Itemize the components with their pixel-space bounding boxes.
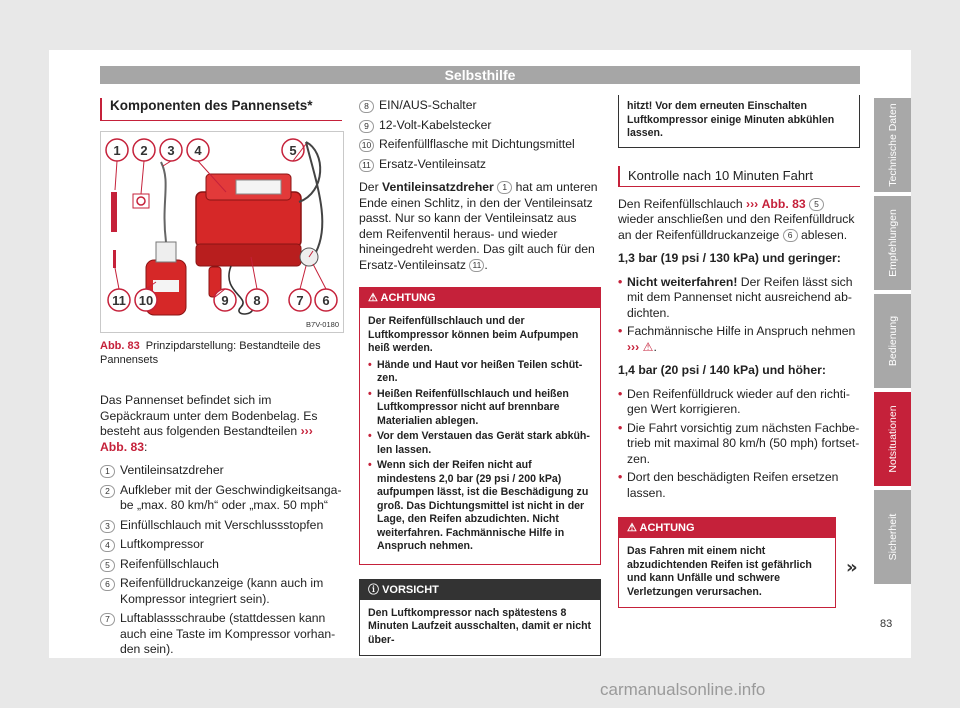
- list-item: [100, 557, 342, 573]
- svg-text:8: 8: [253, 293, 261, 308]
- list-item: [359, 137, 601, 153]
- callout-10: [135, 289, 157, 311]
- check-paragraph: [618, 197, 860, 244]
- svg-text:6: 6: [322, 293, 330, 308]
- item-text: Reifenfüllflasche mit Dichtungsmittel: [379, 137, 575, 151]
- link-arrow: ›››: [746, 196, 759, 211]
- warning-header: [360, 288, 600, 308]
- callout-2: [133, 139, 155, 161]
- warning-bullet: • Heißen Reifenfüllschlauch und heißen Luftkompressor nicht auf brennbare Materialien ablegen.: [368, 388, 592, 429]
- figure-pannenset: [100, 131, 344, 333]
- svg-text:1: 1: [113, 143, 121, 158]
- page-number: 83: [880, 618, 893, 630]
- item-text: Reifenfüllschlauch: [120, 556, 219, 571]
- item-text: EIN/AUS-Schalter: [379, 98, 477, 112]
- svg-text:9: 9: [221, 293, 229, 308]
- svg-text:7: 7: [296, 293, 304, 308]
- warning-icon: ⚠: [627, 522, 640, 534]
- list-item: [100, 537, 342, 553]
- item-number: 9: [359, 120, 374, 133]
- item-text: Ersatz-Ventileinsatz: [379, 156, 487, 171]
- warning-title: ACHTUNG: [380, 292, 436, 304]
- callout-11: [108, 289, 130, 311]
- tab-technische-daten[interactable]: [874, 98, 911, 192]
- figure-code: B7V-0180: [306, 320, 339, 329]
- caption-abb: Abb. 83: [100, 340, 140, 352]
- bullet-text: Fachmännische Hilfe in Anspruch nehmen: [627, 324, 856, 338]
- caution-box-continued: hitzt! Vor dem erneuten Einschalten Luftkompressor einige Minuten abkühlen lassen.: [618, 95, 860, 148]
- bullet-help: [618, 324, 860, 355]
- svg-text:11: 11: [112, 293, 126, 308]
- caution-box: [359, 579, 601, 657]
- item-text: Luftkompressor: [120, 537, 204, 551]
- warning-bullet: • Vor dem Verstauen das Gerät stark abkühlen lassen.: [368, 430, 592, 457]
- list-item: [359, 157, 601, 173]
- para-num: 1: [497, 181, 512, 194]
- p-num-2: 6: [783, 229, 798, 242]
- warning-icon: ⚠: [368, 292, 381, 304]
- pressure-heading-high: 1,4 bar (20 psi / 140 kPa) und höher:: [618, 363, 826, 377]
- item-number: 10: [359, 139, 374, 152]
- warning-icon[interactable]: ⚠: [642, 339, 654, 354]
- para-bold: Ventileinsatzdreher: [382, 180, 494, 194]
- item-number: 2: [100, 485, 115, 498]
- para-end: .: [484, 257, 488, 272]
- component-list-continued: [359, 98, 601, 172]
- link-arrow: ›››: [627, 339, 640, 354]
- section-title-2: Kontrolle nach 10 Minuten Fahrt: [618, 166, 860, 187]
- tab-label: Empfehlungen: [886, 209, 899, 277]
- list-item: • Den Reifenfülldruck wieder auf den richtigen Wert korrigieren.: [618, 387, 860, 418]
- section-title: Komponenten des Pannensets*: [100, 98, 342, 121]
- item-number: 3: [100, 520, 115, 533]
- column-3: [618, 98, 860, 608]
- tab-empfehlungen[interactable]: [874, 196, 911, 290]
- intro-text: Das Pannenset befindet sich im Gepäckraum unter dem Bodenbelag. Es besteht aus folgenden Bestandteilen: [100, 393, 318, 438]
- para-text-2: hat am unteren Ende einen Schlitz, in den der Ventileinsatz passt. Nur so kann der Ventileinsatz aus dem Reifenventil heraus- und wieder hineingedreht werden. Das gilt auch für den Ersatz-Ventileinsatz: [359, 180, 598, 272]
- warning-header: [619, 518, 835, 538]
- tab-label: Sicherheit: [886, 513, 899, 561]
- warning-intro: Der Reifenfüllschlauch und der Luftkompressor können beim Aufpumpen heiß werden.: [368, 315, 579, 354]
- list-item: [100, 518, 342, 534]
- callout-9: [214, 289, 236, 311]
- caution-body: Den Luftkompressor nach spätestens 8 Minuten Laufzeit ausschalten, damit er nicht über-: [368, 606, 592, 646]
- list-item: [359, 118, 601, 134]
- p-num: 5: [809, 198, 824, 211]
- item-text: Ventileinsatzdreher: [120, 463, 224, 477]
- callout-8: [246, 289, 268, 311]
- column-2: [359, 98, 601, 656]
- item-text: Luftablassschraube (stattdessen kann auch eine Taste im Kompressor vorhanden sein).: [120, 611, 336, 656]
- item-number: 4: [100, 539, 115, 552]
- caution-title: VORSICHT: [382, 583, 439, 596]
- callout-6: [315, 289, 337, 311]
- component-list: [100, 463, 342, 658]
- callout-4: [187, 139, 209, 161]
- callout-3: [160, 139, 182, 161]
- warning-body: [360, 308, 600, 564]
- list-item: [100, 576, 342, 607]
- tab-notsituationen[interactable]: [874, 392, 911, 486]
- bullet-bold: Nicht weiterfahren!: [627, 274, 738, 289]
- continue-chevron-icon: »: [846, 557, 858, 578]
- callout-1: [106, 139, 128, 161]
- intro-end: :: [144, 439, 148, 454]
- p-text: Den Reifenfüllschlauch: [618, 196, 743, 211]
- warning-box-2: [618, 517, 836, 608]
- item-text: Aufkleber mit der Geschwindigkeitsangabe „max. 80 km/h“ oder „max. 50 mph“: [120, 482, 342, 512]
- bullet-end: .: [653, 339, 657, 354]
- list-item: • Dort den beschädigten Reifen ersetzen lassen.: [618, 470, 860, 501]
- warning-body: Das Fahren mit einem nicht abzudichtenden Reifen ist gefährlich und kann Unfälle und schwere Verletzungen verursachen.: [627, 545, 812, 598]
- caption-text: Prinzipdarstellung: Bestandteile des Pannensets: [100, 340, 321, 366]
- figure-caption: [100, 339, 342, 367]
- pannenset-illustration: [101, 132, 343, 332]
- chapter-header: Selbsthilfe: [100, 66, 860, 84]
- svg-text:5: 5: [289, 143, 297, 158]
- item-number: 8: [359, 100, 374, 113]
- p-text-3: ablesen.: [801, 227, 848, 242]
- item-number: 11: [359, 159, 374, 172]
- bullet-text: Der Reifen lässt sich mit dem Pannenset nicht ausreichend abdichten.: [627, 274, 853, 320]
- para-num-2: 11: [469, 259, 484, 272]
- valve-paragraph: [359, 180, 601, 273]
- item-text: 12-Volt-Kabelstecker: [379, 117, 492, 132]
- list-item: [359, 98, 601, 114]
- warning-title: ACHTUNG: [639, 522, 695, 534]
- warning-bullet: • Hände und Haut vor heißen Teilen schützen.: [368, 359, 592, 386]
- pressure-heading-low: 1,3 bar (19 psi / 130 kPa) und geringer:: [618, 251, 841, 265]
- callout-5: [282, 139, 304, 161]
- item-number: 6: [100, 578, 115, 591]
- watermark: carmanualsonline.info: [600, 680, 766, 699]
- svg-text:3: 3: [167, 143, 175, 158]
- tab-bedienung[interactable]: [874, 294, 911, 388]
- list-item: [100, 483, 342, 514]
- tab-sicherheit[interactable]: [874, 490, 911, 584]
- list-item: [100, 463, 342, 479]
- item-text: Einfüllschlauch mit Verschlussstopfen: [120, 517, 324, 532]
- svg-text:4: 4: [194, 143, 202, 158]
- link-abb83[interactable]: Abb. 83: [761, 196, 806, 211]
- item-number: 5: [100, 559, 115, 572]
- caution-header: [360, 580, 600, 600]
- tab-label: Notsituationen: [886, 405, 899, 473]
- svg-text:2: 2: [140, 143, 148, 158]
- tab-label: Technische Daten: [886, 103, 899, 187]
- list-item: [100, 611, 342, 658]
- column-1: [100, 98, 342, 662]
- intro-paragraph: [100, 393, 342, 455]
- para-text: Der: [359, 180, 379, 194]
- intro-arrow: ›››: [300, 424, 313, 438]
- list-item: • Die Fahrt vorsichtig zum nächsten Fachbetrieb mit maximal 80 km/h (50 mph) fortsetzen.: [618, 421, 860, 468]
- intro-link-abb83[interactable]: Abb. 83: [100, 439, 145, 454]
- item-number: 1: [100, 465, 115, 478]
- bullet-stop: [618, 275, 860, 322]
- item-text: Reifenfülldruckanzeige (kann auch im Kompressor integriert sein).: [120, 576, 324, 606]
- p-text-2: wieder anschließen und den Reifenfülldruck an der Reifenfülldruckanzeige: [618, 212, 855, 242]
- svg-text:10: 10: [138, 293, 154, 308]
- info-icon: ⓘ: [368, 583, 383, 596]
- item-number: 7: [100, 613, 115, 626]
- callout-7: [289, 289, 311, 311]
- warning-bullet: • Wenn sich der Reifen nicht auf mindestens 2,0 bar (29 psi / 200 kPa) aufpumpen lässt, ist die Beschädigung zu groß. Das Dichtungsmittel ist nicht in der Lage, den Reifen abzudichten. Nicht weiterfahren. Fachmännische Hilfe in Anspruch nehmen.: [368, 459, 592, 554]
- warning-box: [359, 287, 601, 565]
- tab-label: Bedienung: [886, 315, 899, 367]
